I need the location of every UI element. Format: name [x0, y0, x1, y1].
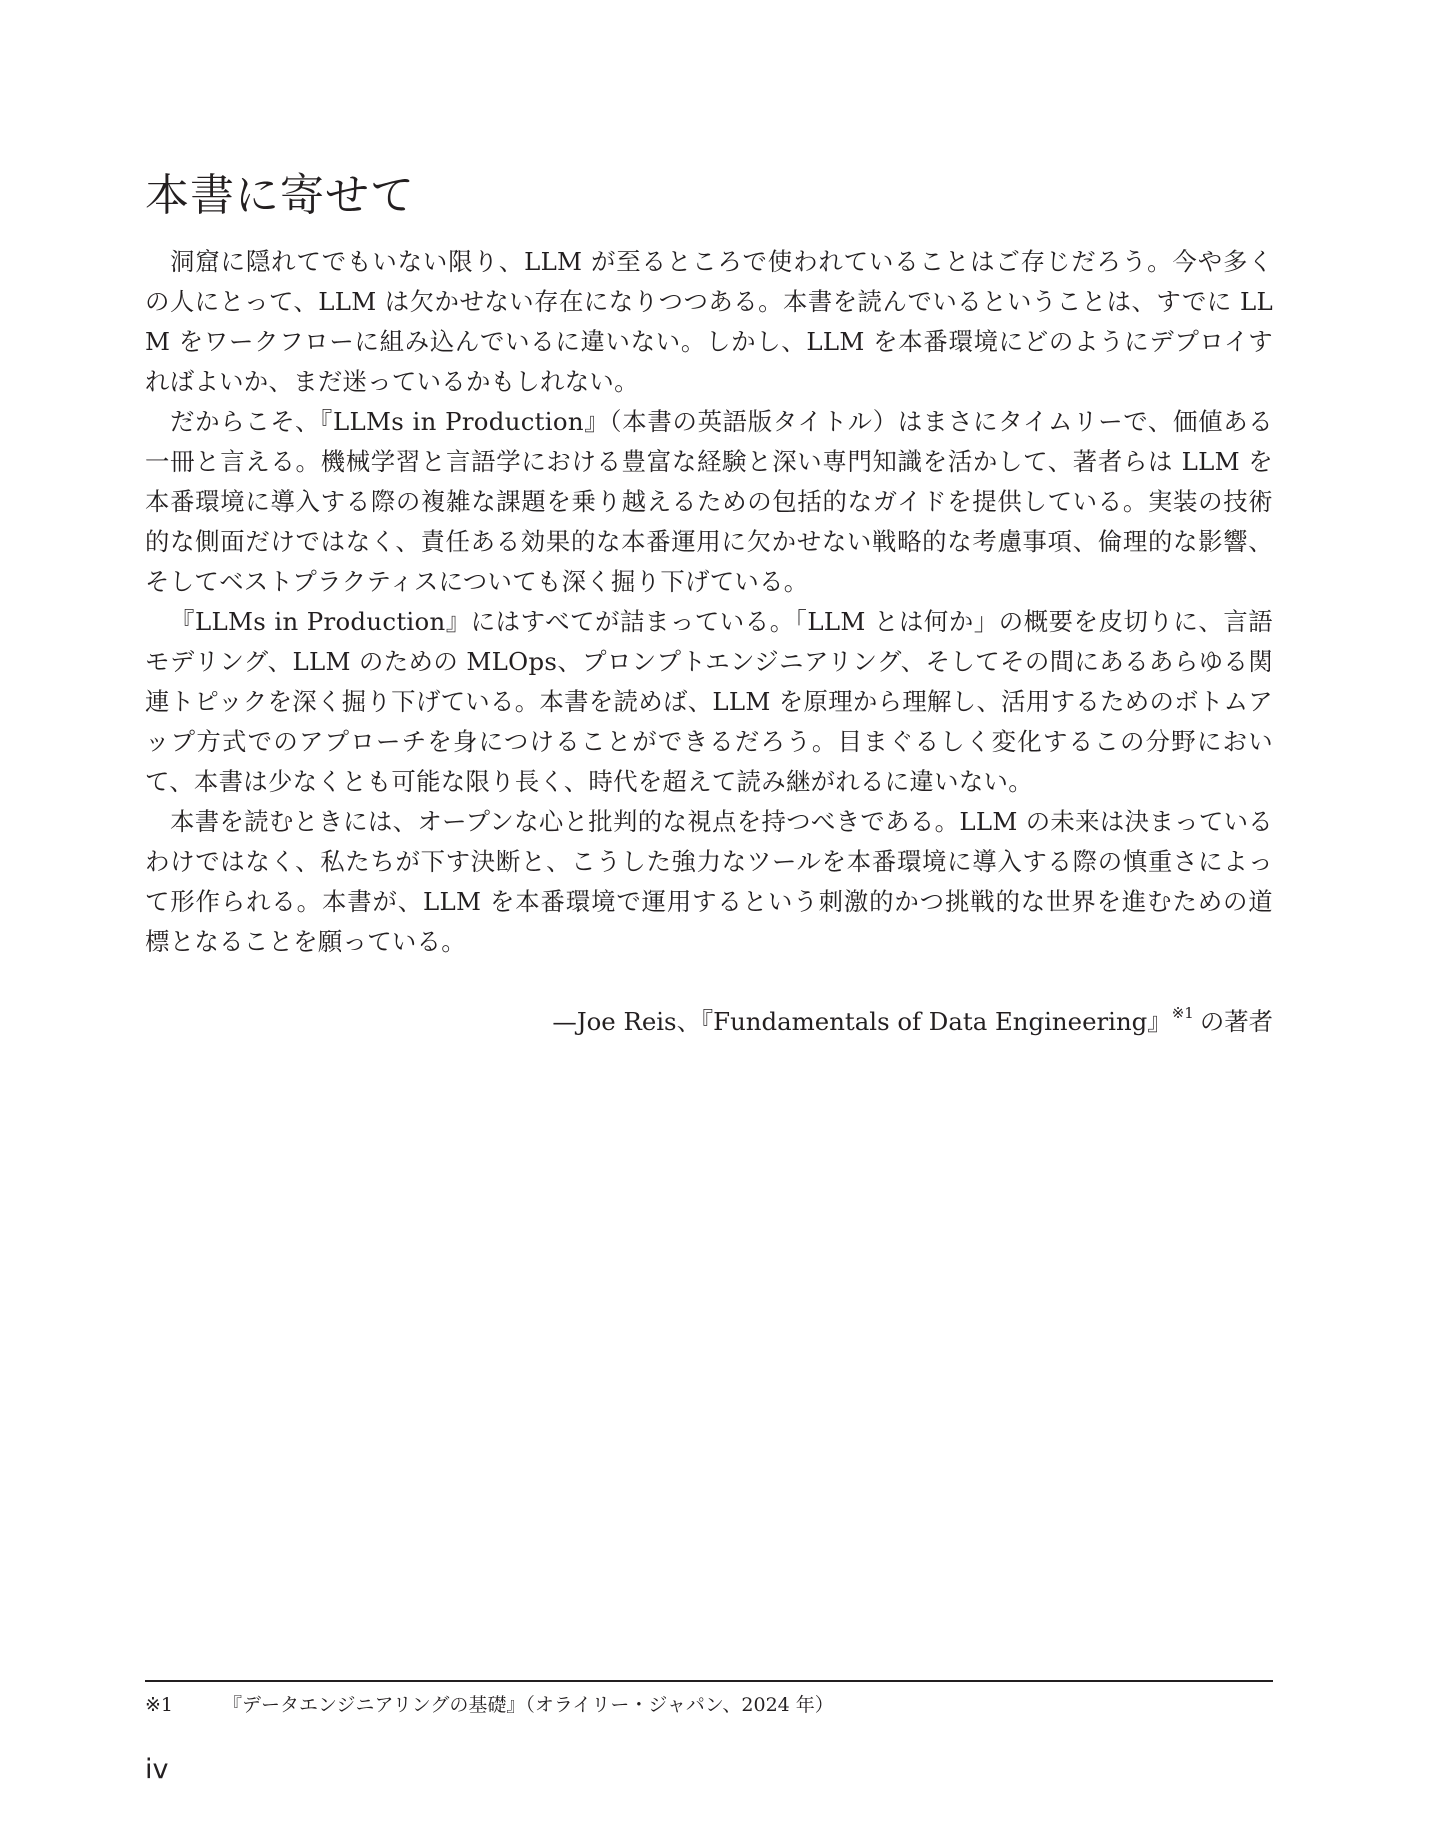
footnote-mark: ※1: [145, 1694, 174, 1716]
paragraph-3: 『LLMs in Production』にはすべてが詰まっている。「LLM とは何か」の概要を皮切りに、言語モデリング、LLM のための MLOps、プロンプトエンジニアリング、そしてその間にあるあらゆる関連トピックを深く掘り下げている。本書を読めば、LLM を原理から理解し、活用するためのボトムアップ方式でのアプローチを身につけることができるだろう。目まぐるしく変化するこの分野において、本書は少なくとも可能な限り長く、時代を超えて読み継がれるに違いない。: [145, 607, 1273, 796]
page-number: iv: [145, 1754, 169, 1785]
footnote: [145, 1690, 834, 1720]
signature-suffix: の著者: [1199, 1007, 1273, 1036]
foreword-body: [145, 242, 1273, 962]
footnote-reference[interactable]: ※1: [1171, 1004, 1194, 1022]
signature: [552, 1002, 1273, 1042]
paragraph-1: 洞窟に隠れてでもいない限り、LLM が至るところで使われていることはご存じだろう。今や多くの人にとって、LLM は欠かせない存在になりつつある。本書を読んでいるということは、すでに LLM をワークフローに組み込んでいるに違いない。しかし、LLM を本番環境にどのようにデプロイすればよいか、まだ迷っているかもしれない。: [145, 247, 1273, 396]
footnote-text: 『データエンジニアリングの基礎』（オライリー・ジャパン、2024 年）: [223, 1694, 834, 1716]
footnote-divider: [145, 1680, 1273, 1682]
signature-author: —Joe Reis、『Fundamentals of Data Engineering』: [552, 1007, 1172, 1036]
paragraph-2: だからこそ、『LLMs in Production』（本書の英語版タイトル）はまさにタイムリーで、価値ある一冊と言える。機械学習と言語学における豊富な経験と深い専門知識を活かして、著者らは LLM を本番環境に導入する際の複雑な課題を乗り越えるための包括的なガイドを提供している。実装の技術的な側面だけではなく、責任ある効果的な本番運用に欠かせない戦略的な考慮事項、倫理的な影響、そしてベストプラクティスについても深く掘り下げている。: [145, 407, 1273, 596]
paragraph-4: 本書を読むときには、オープンな心と批判的な視点を持つべきである。LLM の未来は決まっているわけではなく、私たちが下す決断と、こうした強力なツールを本番環境に導入する際の慎重さによって形作られる。本書が、LLM を本番環境で運用するという刺激的かつ挑戦的な世界を進むための道標となることを願っている。: [145, 807, 1273, 956]
page-title: 本書に寄せて: [145, 170, 415, 221]
